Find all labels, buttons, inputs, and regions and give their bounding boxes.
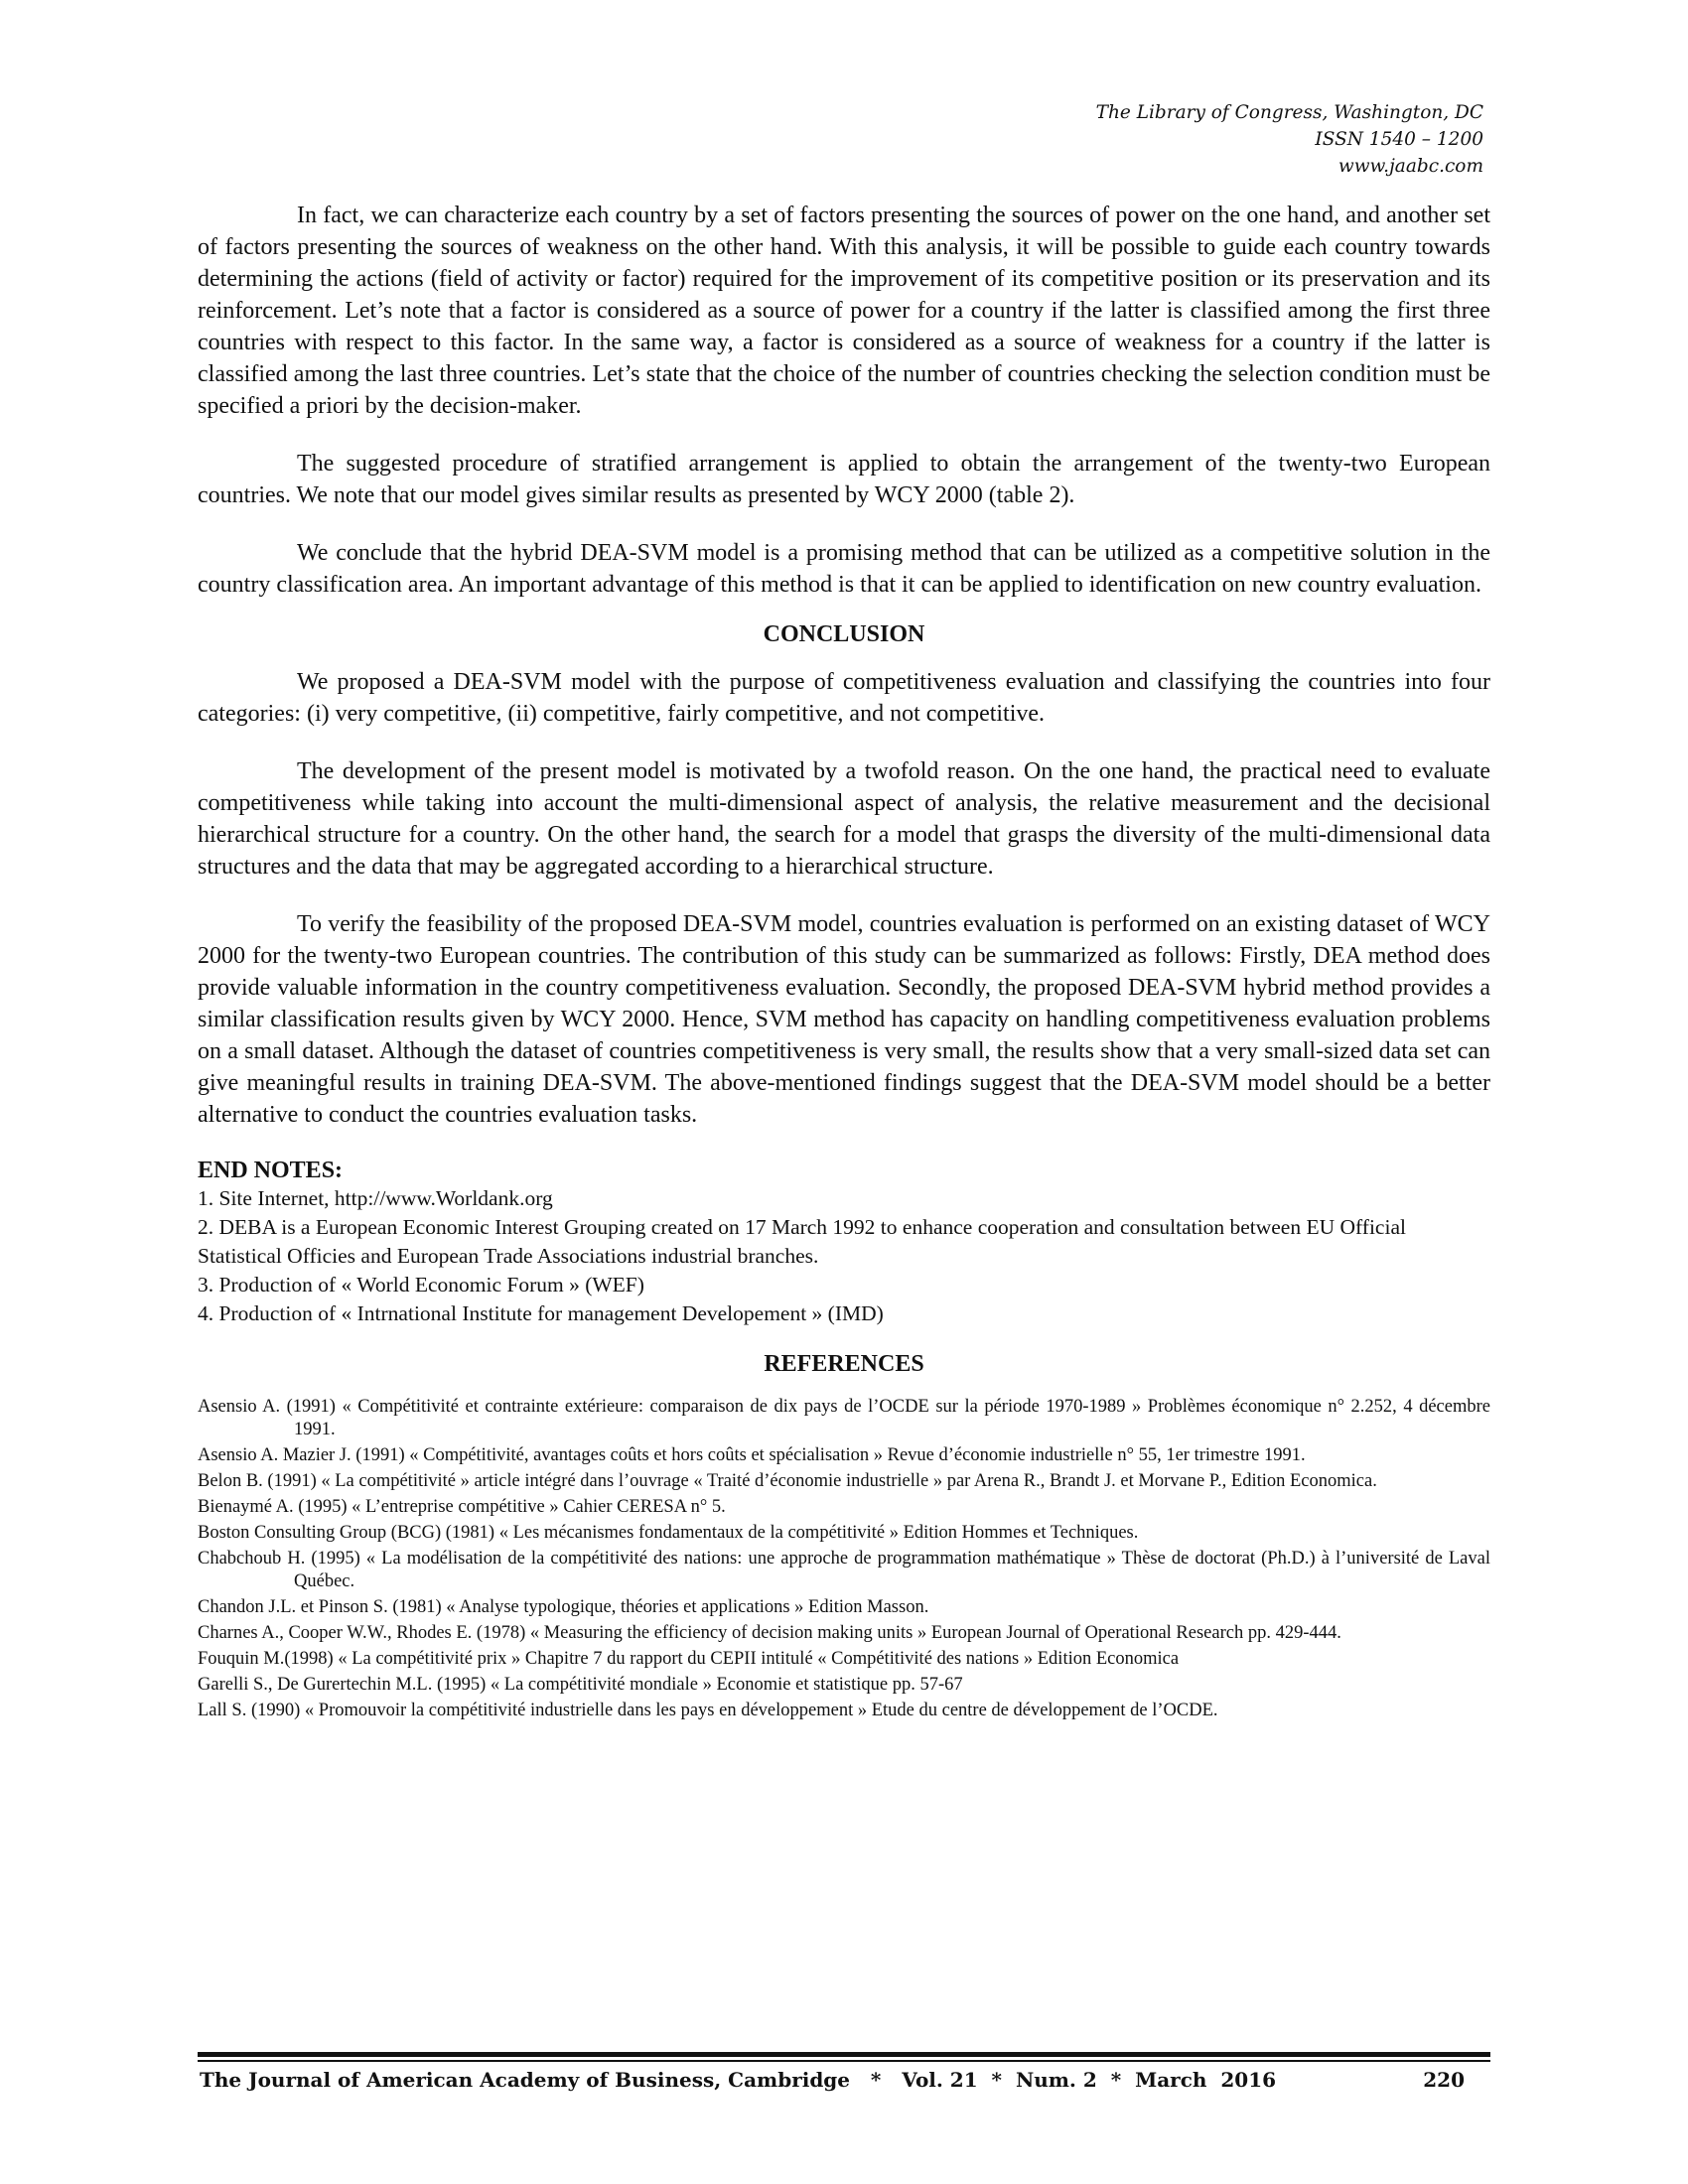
header-website: www.jaabc.com bbox=[1337, 156, 1483, 177]
conclusion-paragraph: To verify the feasibility of the proposed DEA-SVM model, countries evaluation is performed on an existing dataset of WCY 2000 for the twenty-two European countries. The contribution of this study can be summarized as follows: Firstly, DEA method does provide valuable information in the country competitiveness evaluation. Secondly, the proposed DEA-SVM hybrid method provides a similar classification results given by WCY 2000. Hence, SVM method has capacity on handling competitiveness evaluation problems on a small dataset. Although the dataset of countries competitiveness is very small, the results show that a very small-sized data set can give meaningful results in training DEA-SVM. The above-mentioned findings suggest that the DEA-SVM model should be a better alternative to conduct the countries evaluation tasks. bbox=[198, 911, 1490, 1128]
reference-item: Chabchoub H. (1995) « La modélisation de la compétitivité des nations: une approche de programmation mathématique » Thèse de doctorat (Ph.D.) à l’université de Laval Québec. bbox=[198, 1549, 1490, 1591]
conclusion-paragraph: We proposed a DEA-SVM model with the purpose of competitiveness evaluation and classifying the countries into four categories: (i) very competitive, (ii) competitive, fairly competitive, and not competitive. bbox=[198, 669, 1490, 727]
running-header bbox=[1096, 99, 1483, 180]
footer-rule-thick bbox=[198, 2052, 1490, 2057]
references-heading: REFERENCES bbox=[764, 1351, 924, 1377]
endnotes-heading: END NOTES: bbox=[198, 1158, 344, 1183]
header-issn: ISSN 1540 – 1200 bbox=[1315, 129, 1483, 150]
page-number: 220 bbox=[1423, 2068, 1465, 2092]
running-footer bbox=[200, 2068, 1490, 2098]
endnote-item: 2. DEBA is a European Economic Interest Grouping created on 17 March 1992 to enhance cooperation and consultation between EU Official Statistical Officies and European Trade Associations industrial branches. bbox=[198, 1215, 1406, 1268]
endnote-item: 4. Production of « Intrnational Institute for management Developement » (IMD) bbox=[198, 1301, 884, 1325]
body-paragraph: In fact, we can characterize each country by a set of factors presenting the sources of power on the one hand, and another set of factors presenting the sources of weakness on the other hand. With this analysis, it will be possible to guide each country towards determining the actions (field of activity or factor) required for the improvement of its competitive position or its preservation and its reinforcement. Let’s note that a factor is considered as a source of power for a country if the latter is classified among the first three countries with respect to this factor. In the same way, a factor is considered as a source of weakness for a country if the latter is classified among the last three countries. Let’s state that the choice of the number of countries checking the selection condition must be specified a priori by the decision-maker. bbox=[198, 203, 1490, 419]
reference-item: Boston Consulting Group (BCG) (1981) « Les mécanismes fondamentaux de la compétitivité » Edition Hommes et Techniques. bbox=[198, 1523, 1139, 1543]
reference-item: Asensio A. Mazier J. (1991) « Compétitivité, avantages coûts et hors coûts et spécialisation » Revue d’économie industrielle n° 55, 1er trimestre 1991. bbox=[198, 1445, 1306, 1465]
page-body bbox=[198, 200, 1490, 1725]
footer-rule-thin bbox=[198, 2060, 1490, 2062]
conclusion-paragraph: The development of the present model is motivated by a twofold reason. On the one hand, the practical need to evaluate competitiveness while taking into account the multi-dimensional aspect of analysis, the relative measurement and the decisional hierarchical structure for a country. On the other hand, the search for a model that grasps the diversity of the multi-dimensional data structures and the data that may be aggregated according to a hierarchical structure. bbox=[198, 758, 1490, 880]
reference-item: Asensio A. (1991) « Compétitivité et contrainte extérieure: comparaison de dix pays de l’OCDE sur la période 1970-1989 » Problèmes économique n° 2.252, 4 décembre 1991. bbox=[198, 1397, 1490, 1439]
reference-item: Lall S. (1990) « Promouvoir la compétitivité industrielle dans les pays en développement » Etude du centre de développement de l’OCDE. bbox=[198, 1701, 1218, 1720]
body-paragraph: We conclude that the hybrid DEA-SVM model is a promising method that can be utilized as a competitive solution in the country classification area. An important advantage of this method is that it can be applied to identification on new country evaluation. bbox=[198, 540, 1490, 598]
reference-item: Fouquin M.(1998) « La compétitivité prix » Chapitre 7 du rapport du CEPII intitulé « Compétitivité des nations » Edition Economica bbox=[198, 1649, 1180, 1669]
header-library: The Library of Congress, Washington, DC bbox=[1095, 102, 1483, 123]
reference-item: Charnes A., Cooper W.W., Rhodes E. (1978) « Measuring the efficiency of decision making units » European Journal of Operational Research pp. 429-444. bbox=[198, 1623, 1341, 1643]
conclusion-heading: CONCLUSION bbox=[763, 621, 925, 647]
references-list bbox=[198, 1396, 1490, 1722]
endnotes-list bbox=[198, 1184, 1490, 1328]
body-paragraph: The suggested procedure of stratified arrangement is applied to obtain the arrangement of the twenty-two European countries. We note that our model gives similar results as presented by WCY 2000 (table 2). bbox=[198, 451, 1490, 508]
footer-journal-info: The Journal of American Academy of Business, Cambridge * Vol. 21 * Num. 2 * March 2016 bbox=[200, 2068, 1277, 2092]
endnote-item: 3. Production of « World Economic Forum » (WEF) bbox=[198, 1273, 644, 1297]
reference-item: Chandon J.L. et Pinson S. (1981) « Analyse typologique, théories et applications » Edition Masson. bbox=[198, 1597, 929, 1617]
reference-item: Bienaymé A. (1995) « L’entreprise compétitive » Cahier CERESA n° 5. bbox=[198, 1497, 726, 1517]
reference-item: Garelli S., De Gurertechin M.L. (1995) « La compétitivité mondiale » Economie et statistique pp. 57-67 bbox=[198, 1675, 963, 1695]
reference-item: Belon B. (1991) « La compétitivité » article intégré dans l’ouvrage « Traité d’économie industrielle » par Arena R., Brandt J. et Morvane P., Edition Economica. bbox=[198, 1471, 1377, 1491]
endnote-item: 1. Site Internet, http://www.Worldank.org bbox=[198, 1186, 553, 1210]
